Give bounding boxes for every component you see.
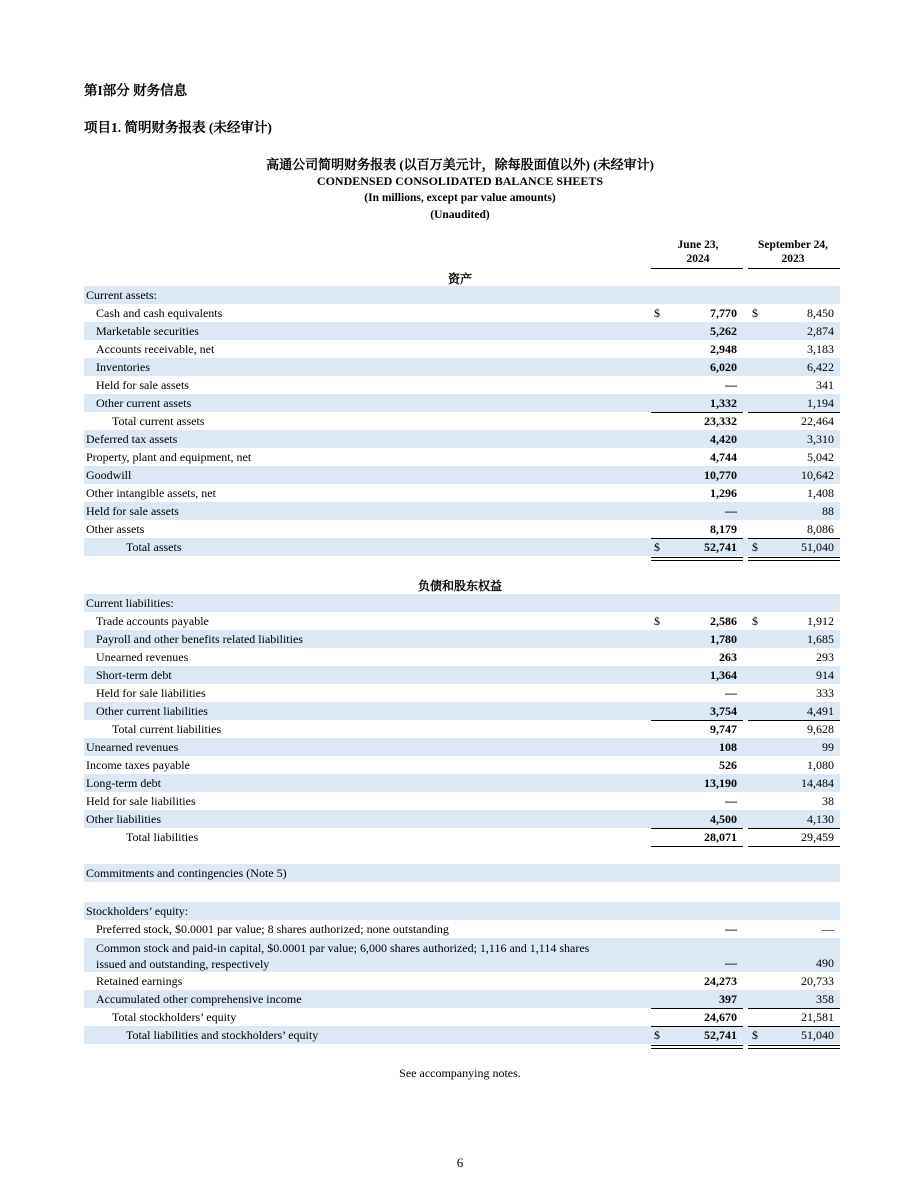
statement-title: CONDENSED CONSOLIDATED BALANCE SHEETS <box>316 174 604 188</box>
table-row <box>84 594 840 612</box>
row-label: Other intangible assets, net <box>86 486 216 500</box>
value-prior: 358 <box>816 992 834 1006</box>
row-label: Total assets <box>126 540 182 554</box>
value-prior: 5,042 <box>807 450 834 464</box>
row-label: Cash and cash equivalents <box>96 306 223 320</box>
row-label: Trade accounts payable <box>96 614 209 628</box>
subtotal-rule <box>651 828 743 829</box>
value-prior: 1,080 <box>807 758 834 772</box>
currency-symbol: $ <box>752 614 758 628</box>
value-prior: 21,581 <box>801 1010 834 1024</box>
table-row <box>84 972 840 990</box>
table-row <box>84 810 840 828</box>
subtotal-rule <box>651 1008 743 1009</box>
value-current: 7,770 <box>710 306 737 320</box>
statement-title-cn: 高通公司简明财务报表 (以百万美元计，除每股面值以外) (未经审计) <box>266 157 654 172</box>
value-prior: 88 <box>822 504 834 518</box>
row-label: Total current liabilities <box>112 722 222 736</box>
subtotal-rule <box>748 412 840 413</box>
value-current: 1,364 <box>710 668 737 682</box>
value-current: 8,179 <box>710 522 737 536</box>
value-prior: 10,642 <box>801 468 834 482</box>
table-row <box>84 484 840 502</box>
value-current: 6,020 <box>710 360 737 374</box>
row-label: Inventories <box>96 360 150 374</box>
value-current: 52,741 <box>704 1028 737 1042</box>
subtotal-rule <box>748 720 840 721</box>
item-heading: 项目1. 简明财务报表 (未经审计) <box>84 120 272 135</box>
table-row <box>84 376 840 394</box>
row-label: Income taxes payable <box>86 758 190 772</box>
table-row <box>84 394 840 412</box>
row-label: Long-term debt <box>86 776 161 790</box>
row-label: Stockholders’ equity: <box>86 904 189 918</box>
header-underline <box>748 268 840 269</box>
liabilities-section-heading: 负债和股东权益 <box>417 579 502 593</box>
table-row <box>84 666 840 684</box>
value-prior: 51,040 <box>801 540 834 554</box>
row-label: Held for sale assets <box>96 378 189 392</box>
table-row <box>84 702 840 720</box>
value-current: — <box>725 794 737 808</box>
total-rule <box>748 846 840 847</box>
table-row <box>84 340 840 358</box>
value-prior: 1,685 <box>807 632 834 646</box>
value-prior: 9,628 <box>807 722 834 736</box>
value-prior: 490 <box>816 956 834 970</box>
value-current: 526 <box>719 758 737 772</box>
value-current: 28,071 <box>704 830 737 844</box>
subtotal-rule <box>748 538 840 539</box>
row-label: Accounts receivable, net <box>96 342 215 356</box>
value-current: 10,770 <box>704 468 737 482</box>
subtotal-rule <box>748 828 840 829</box>
value-current: 4,420 <box>710 432 737 446</box>
currency-symbol: $ <box>654 306 660 320</box>
value-current: 397 <box>719 992 737 1006</box>
value-current: 9,747 <box>710 722 737 736</box>
value-prior: 1,194 <box>807 396 834 410</box>
value-prior: 4,130 <box>807 812 834 826</box>
value-prior: 38 <box>822 794 834 808</box>
total-double-rule <box>651 1045 743 1049</box>
row-label: Deferred tax assets <box>86 432 178 446</box>
unaudited-note: (Unaudited) <box>430 209 490 221</box>
subtotal-rule <box>748 1008 840 1009</box>
value-current: — <box>725 378 737 392</box>
value-current: 1,296 <box>710 486 737 500</box>
value-current: 13,190 <box>704 776 737 790</box>
table-row <box>84 612 840 630</box>
table-row <box>84 792 840 810</box>
value-current: 5,262 <box>710 324 737 338</box>
row-label: Short-term debt <box>96 668 172 682</box>
table-row <box>84 538 840 556</box>
value-current: 23,332 <box>704 414 737 428</box>
row-label: Other assets <box>86 522 145 536</box>
table-row <box>84 630 840 648</box>
table-row <box>84 304 840 322</box>
subtotal-rule <box>651 720 743 721</box>
value-prior: 20,733 <box>801 974 834 988</box>
row-label: Total stockholders’ equity <box>112 1010 237 1024</box>
row-label: Total liabilities <box>126 830 199 844</box>
row-label: Held for sale liabilities <box>96 686 206 700</box>
row-label: Payroll and other benefits related liabilities <box>96 632 303 646</box>
table-row <box>84 358 840 376</box>
value-prior: 1,912 <box>807 614 834 628</box>
value-current: — <box>725 922 737 936</box>
subtotal-rule <box>651 412 743 413</box>
table-row <box>84 828 840 846</box>
header-underline <box>651 268 743 269</box>
value-current: 4,744 <box>710 450 737 464</box>
subtotal-rule <box>651 1026 743 1027</box>
row-label: Current liabilities: <box>86 596 174 610</box>
value-current: 24,273 <box>704 974 737 988</box>
row-label: Total current assets <box>112 414 205 428</box>
value-current: 108 <box>719 740 737 754</box>
footer-note: See accompanying notes. <box>399 1066 521 1080</box>
row-label: Retained earnings <box>96 974 183 988</box>
row-label: Preferred stock, $0.0001 par value; 8 shares authorized; none outstanding <box>96 922 449 936</box>
value-prior: 293 <box>816 650 834 664</box>
value-current: — <box>725 956 737 970</box>
row-label: Other liabilities <box>86 812 161 826</box>
row-label: Accumulated other comprehensive income <box>96 992 302 1006</box>
row-label: Property, plant and equipment, net <box>86 450 252 464</box>
table-row <box>84 920 840 938</box>
currency-symbol: $ <box>654 614 660 628</box>
currency-symbol: $ <box>654 1028 660 1042</box>
value-prior: 6,422 <box>807 360 834 374</box>
page-number: 6 <box>456 1155 464 1170</box>
currency-symbol: $ <box>752 306 758 320</box>
table-row <box>84 412 840 430</box>
value-prior: 1,408 <box>807 486 834 500</box>
row-label: Current assets: <box>86 288 157 302</box>
value-prior: 22,464 <box>801 414 834 428</box>
value-prior: 333 <box>816 686 834 700</box>
value-current: — <box>725 686 737 700</box>
value-prior: — <box>822 922 834 936</box>
row-label: Common stock and paid-in capital, $0.0001 par value; 6,000 shares authorized; 1,116 and 1,114 shares issued and outstanding, respectively <box>96 941 590 971</box>
total-double-rule <box>748 1045 840 1049</box>
currency-symbol: $ <box>654 540 660 554</box>
table-row <box>84 448 840 466</box>
row-label: Unearned revenues <box>86 740 179 754</box>
row-label: Other current liabilities <box>96 704 208 718</box>
table-row <box>84 322 840 340</box>
value-current: 2,586 <box>710 614 737 628</box>
currency-symbol: $ <box>752 540 758 554</box>
value-prior: 3,183 <box>807 342 834 356</box>
commitments-label: Commitments and contingencies (Note 5) <box>86 866 287 880</box>
table-row <box>84 720 840 738</box>
total-rule <box>651 846 743 847</box>
column-header-prior: September 24, 2023 <box>757 239 829 265</box>
table-row <box>84 520 840 538</box>
row-label: Goodwill <box>86 468 132 482</box>
table-row <box>84 774 840 792</box>
row-label: Held for sale assets <box>86 504 179 518</box>
part-heading: 第I部分 财务信息 <box>84 83 188 98</box>
table-row <box>84 902 840 920</box>
commitments-row <box>84 864 840 882</box>
table-row <box>84 684 840 702</box>
table-row <box>84 756 840 774</box>
table-row <box>84 738 840 756</box>
value-prior: 2,874 <box>807 324 834 338</box>
value-prior: 51,040 <box>801 1028 834 1042</box>
value-prior: 99 <box>822 740 834 754</box>
subtotal-rule <box>651 538 743 539</box>
value-prior: 914 <box>816 668 834 682</box>
value-current: — <box>725 504 737 518</box>
value-prior: 8,450 <box>807 306 834 320</box>
value-prior: 341 <box>816 378 834 392</box>
table-row <box>84 938 840 972</box>
total-double-rule <box>651 557 743 561</box>
value-current: 4,500 <box>710 812 737 826</box>
units-note: (In millions, except par value amounts) <box>364 192 556 204</box>
value-current: 263 <box>719 650 737 664</box>
value-current: 52,741 <box>704 540 737 554</box>
value-prior: 3,310 <box>807 432 834 446</box>
row-label: Other current assets <box>96 396 192 410</box>
row-label: Marketable securities <box>96 324 199 338</box>
table-row <box>84 466 840 484</box>
currency-symbol: $ <box>752 1028 758 1042</box>
table-row <box>84 648 840 666</box>
column-header-current: June 23, 2024 <box>677 239 719 265</box>
table-row <box>84 1026 840 1044</box>
row-label: Held for sale liabilities <box>86 794 196 808</box>
total-double-rule <box>748 557 840 561</box>
value-prior: 14,484 <box>801 776 834 790</box>
value-current: 24,670 <box>704 1010 737 1024</box>
table-row <box>84 502 840 520</box>
table-row <box>84 430 840 448</box>
value-current: 1,780 <box>710 632 737 646</box>
row-label: Total liabilities and stockholders’ equity <box>126 1028 319 1042</box>
value-current: 1,332 <box>710 396 737 410</box>
table-row <box>84 990 840 1008</box>
value-current: 3,754 <box>710 704 737 718</box>
value-prior: 8,086 <box>807 522 834 536</box>
subtotal-rule <box>748 1026 840 1027</box>
value-prior: 29,459 <box>801 830 834 844</box>
table-row <box>84 286 840 304</box>
row-label: Unearned revenues <box>96 650 189 664</box>
value-current: 2,948 <box>710 342 737 356</box>
table-row <box>84 1008 840 1026</box>
assets-section-heading: 资产 <box>447 272 472 286</box>
value-prior: 4,491 <box>807 704 834 718</box>
